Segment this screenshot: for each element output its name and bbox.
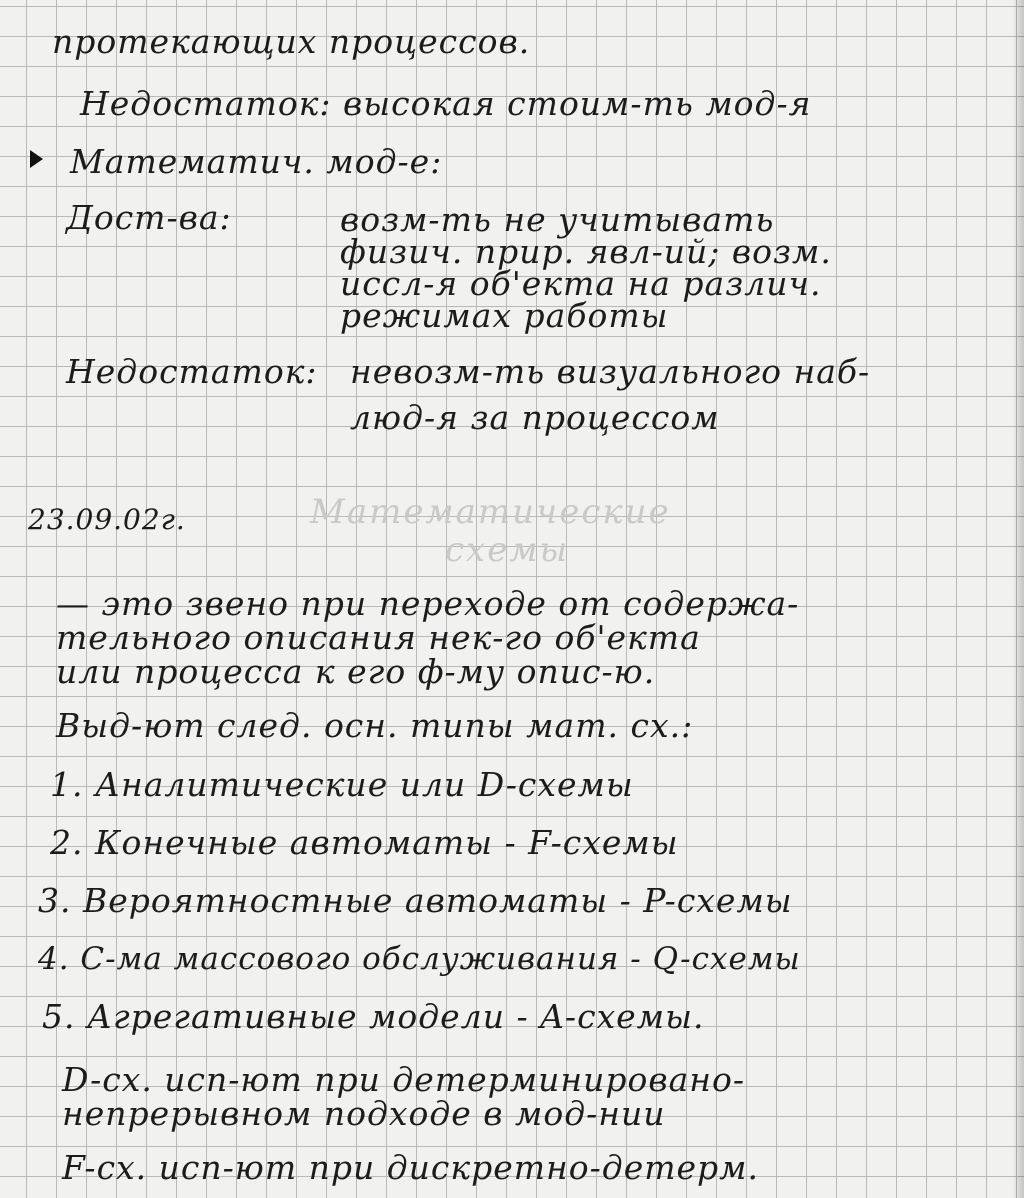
text-line-2: Недостаток: высокая стоим-ть мод-я — [80, 84, 812, 123]
text-line-16: D-сх. исп-ют при детерминировано- — [62, 1060, 746, 1099]
page-edge-shadow — [1012, 0, 1024, 1198]
text-line-9: Недостаток: — [66, 352, 318, 391]
text-line-17: непрерывном подходе в мод-нии — [62, 1094, 666, 1133]
text-line-8: режимах работы — [340, 296, 669, 335]
text-line-6: физич. прир. явл-ий; возм. — [340, 232, 832, 271]
text-line-12: — это звено при переходе от содержа- — [56, 584, 800, 623]
text-line-4: Дост-ва: — [66, 198, 232, 237]
text-line-18: F-сх. исп-ют при дискретно-детерм. — [62, 1148, 760, 1187]
text-line-11: люд-я за процессом — [350, 398, 720, 437]
text-line-5: возм-ть не учитывать — [340, 200, 775, 239]
bullet-marker-icon — [30, 150, 43, 168]
faded-heading-line-2: схемы — [445, 530, 570, 570]
list-item-4: 4. С-ма массового обслуживания - Q-схемы — [38, 941, 801, 977]
list-item-5: 5. Агрегативные модели - A-схемы. — [42, 997, 705, 1036]
faded-heading-line-1: Математические — [310, 492, 671, 532]
list-item-2: 2. Конечные автоматы - F-схемы — [50, 823, 679, 862]
text-line-10: невозм-ть визуального наб- — [350, 352, 871, 391]
text-line-15: Выд-ют след. осн. типы мат. сх.: — [56, 706, 694, 745]
text-line-14: или процесса к его ф-му опис-ю. — [56, 652, 656, 691]
text-line-1: протекающих процессов. — [52, 22, 531, 61]
text-line-13: тельного описания нек-го об'екта — [56, 618, 701, 657]
list-item-3: 3. Вероятностные автоматы - P-схемы — [38, 881, 793, 920]
text-line-3: Математич. мод-е: — [70, 142, 443, 181]
list-item-1: 1. Аналитические или D-схемы — [50, 765, 634, 804]
date-line: 23.09.02г. — [28, 503, 186, 536]
text-line-7: иссл-я об'екта на различ. — [340, 264, 822, 303]
